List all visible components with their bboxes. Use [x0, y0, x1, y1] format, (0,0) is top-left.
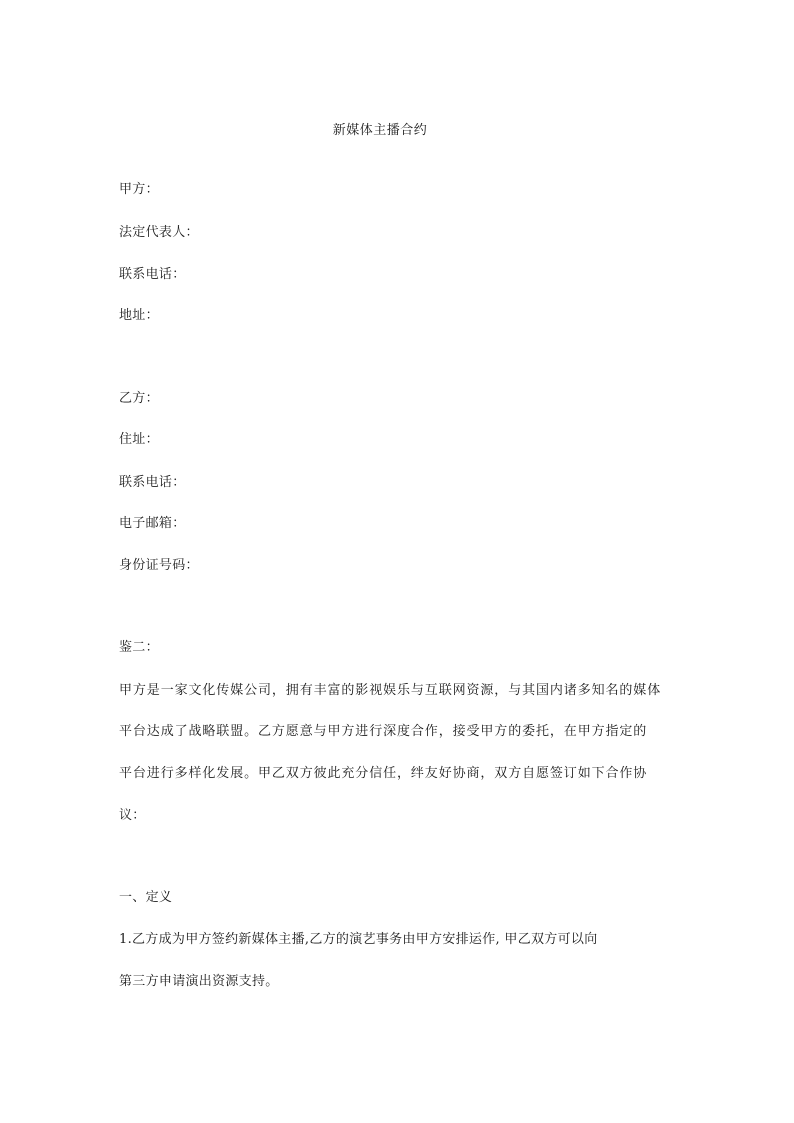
party-a-phone: 联系电话：: [119, 267, 186, 282]
party-b-label: 乙方：: [119, 391, 159, 406]
party-a-label: 甲方：: [119, 182, 159, 197]
party-a-legal-rep: 法定代表人：: [119, 225, 199, 240]
party-b-residence: 住址：: [119, 432, 159, 447]
party-a-address: 地址：: [119, 308, 159, 323]
clause-1-line-2: 第三方申请演出资源支持。: [119, 974, 279, 989]
clause-1-line-1: 1.乙方成为甲方签约新媒体主播,乙方的演艺事务由甲方安排运作, 甲乙双方可以向: [119, 932, 598, 947]
document-title: 新媒体主播合约: [332, 123, 428, 138]
recitals-line-2: 平台达成了战略联盟。乙方愿意与甲方进行深度合作，接受甲方的委托，在甲方指定的: [119, 724, 648, 739]
recitals-line-3: 平台进行多样化发展。甲乙双方彼此充分信任，绊友好协商，双方自愿签订如下合作协: [119, 766, 648, 781]
party-b-phone: 联系电话：: [119, 475, 186, 490]
recitals-heading: 鉴二：: [119, 640, 159, 655]
party-b-id-number: 身份证号码：: [119, 558, 199, 573]
recitals-line-1: 甲方是一家文化传媒公司，拥有丰富的影视娱乐与互联网资源，与其国内诸多知名的媒体: [119, 683, 662, 698]
party-b-email: 电子邮箱：: [119, 516, 186, 531]
section-1-heading: 一、定义: [119, 890, 173, 905]
recitals-line-4: 议：: [119, 808, 146, 823]
